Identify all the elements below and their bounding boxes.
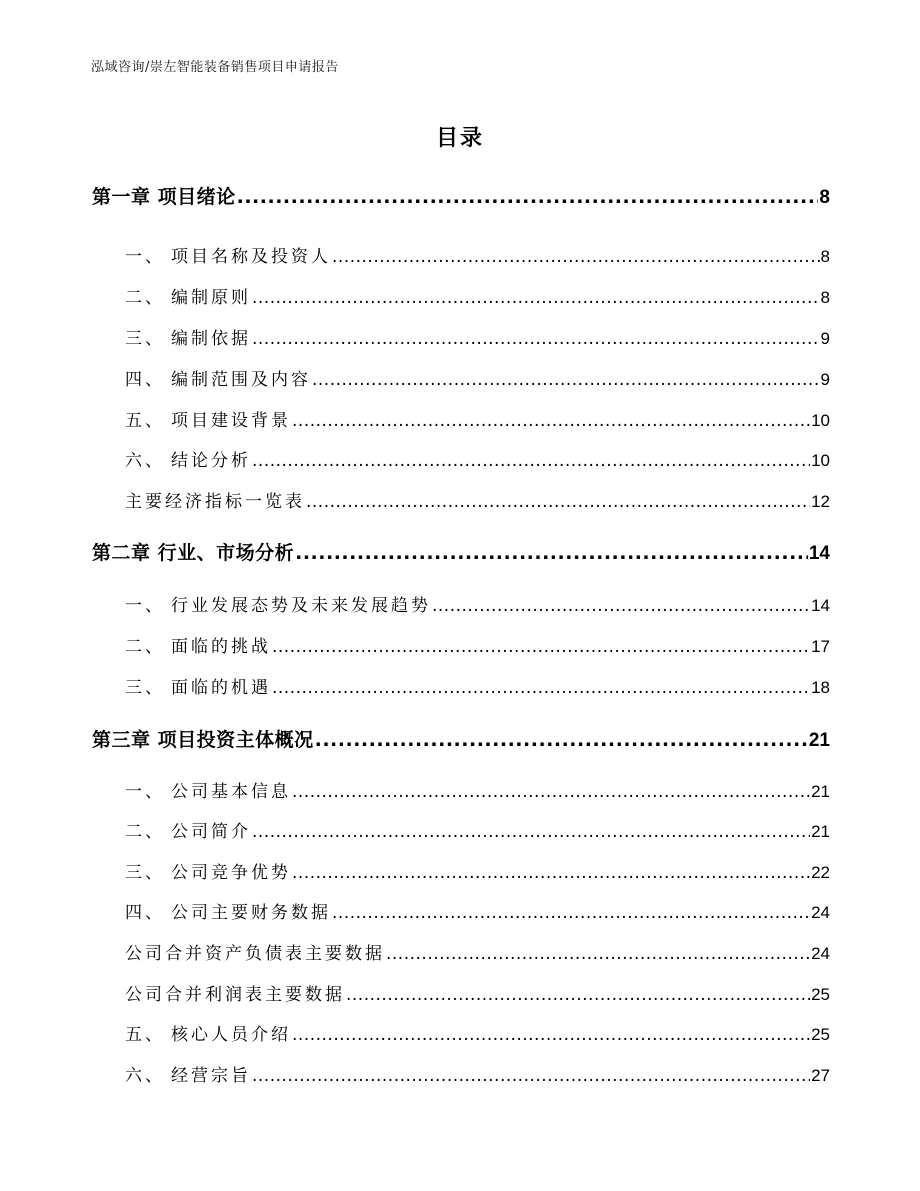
toc-entry-label (125, 982, 345, 1008)
toc-entry-text: 第一章 项目绪论 (92, 186, 236, 208)
toc-page-number: 8 (820, 288, 830, 307)
toc-entry-text: 第三章 项目投资主体概况 (92, 729, 314, 751)
toc-entry-label (125, 675, 271, 701)
toc-page-number: 25 (811, 1025, 830, 1044)
toc-dot-leader (252, 326, 820, 352)
toc-section-entry[interactable] (125, 634, 830, 660)
toc-dot-leader (292, 408, 810, 434)
toc-dot-leader (237, 183, 819, 211)
toc-entry-label (125, 408, 291, 434)
toc-page-number: 12 (811, 492, 830, 511)
toc-section-entry[interactable] (125, 819, 830, 845)
toc-chapter-entry[interactable] (92, 726, 830, 754)
toc-dot-leader (252, 448, 810, 474)
toc-entry-number: 四、 (125, 903, 165, 923)
toc-section-entry[interactable] (125, 367, 830, 393)
toc-entry-text: 公司基本信息 (171, 782, 291, 802)
toc-section-entry[interactable] (125, 1063, 830, 1089)
toc-dot-leader (315, 726, 808, 754)
toc-dot-leader (292, 779, 810, 805)
toc-dot-leader (312, 367, 820, 393)
toc-section-entry[interactable] (125, 900, 830, 926)
toc-dot-leader (272, 634, 810, 660)
toc-chapter-entry[interactable] (92, 539, 830, 567)
toc-page-number: 21 (811, 782, 830, 801)
toc-entry-text: 面临的挑战 (171, 637, 271, 657)
toc-entry-number: 一、 (125, 247, 165, 267)
toc-dot-leader (252, 285, 820, 311)
toc-entry-text: 公司合并资产负债表主要数据 (125, 944, 385, 964)
toc-page-number: 17 (811, 637, 830, 656)
toc-entry-number: 四、 (125, 370, 165, 390)
toc-page-number: 14 (811, 596, 830, 615)
toc-entry-label (125, 489, 305, 515)
toc-entry-label (125, 448, 251, 474)
toc-section-entry[interactable] (125, 326, 830, 352)
toc-entry-text: 经营宗旨 (171, 1066, 251, 1086)
toc-title: 目录 (435, 126, 484, 151)
toc-entry-text: 编制原则 (171, 288, 251, 308)
toc-entry-number: 一、 (125, 782, 165, 802)
toc-entry-text: 面临的机遇 (171, 678, 271, 698)
toc-entry-number: 三、 (125, 863, 165, 883)
toc-entry-text: 公司竞争优势 (171, 863, 291, 883)
toc-dot-leader (432, 593, 810, 619)
toc-entry-number: 五、 (125, 411, 165, 431)
toc-page-number: 10 (811, 411, 830, 430)
toc-page-number: 24 (811, 944, 830, 963)
toc-entry-label (125, 593, 431, 619)
toc-section-entry[interactable] (125, 860, 830, 886)
toc-entry-text: 行业发展态势及未来发展趋势 (171, 596, 431, 616)
toc-entry-text: 第二章 行业、市场分析 (92, 542, 295, 564)
toc-entry-label (92, 183, 236, 211)
toc-entry-label (125, 779, 291, 805)
toc-section-entry[interactable] (125, 1022, 830, 1048)
toc-page-number: 8 (819, 187, 830, 208)
toc-dot-leader (252, 1063, 810, 1089)
toc-dot-leader (332, 244, 820, 270)
toc-entry-number: 一、 (125, 596, 165, 616)
toc-entry-label (92, 726, 314, 754)
toc-page-number: 9 (820, 329, 830, 348)
toc-page-number: 18 (811, 678, 830, 697)
toc-entry-text: 编制范围及内容 (171, 370, 311, 390)
toc-entry-number: 二、 (125, 822, 165, 842)
toc-entry-text: 结论分析 (171, 451, 251, 471)
toc-entry-number: 五、 (125, 1025, 165, 1045)
toc-entry-text: 编制依据 (171, 329, 251, 349)
toc-entry-label (125, 941, 385, 967)
toc-entry-number: 二、 (125, 637, 165, 657)
toc-entry-label (125, 285, 251, 311)
toc-dot-leader (386, 941, 810, 967)
toc-section-entry[interactable] (125, 779, 830, 805)
toc-page-number: 21 (811, 822, 830, 841)
toc-entry-label (125, 1063, 251, 1089)
toc-page-number: 8 (820, 247, 830, 266)
toc-section-entry[interactable] (125, 489, 830, 515)
toc-section-entry[interactable] (125, 244, 830, 270)
toc-section-entry[interactable] (125, 448, 830, 474)
toc-page-number: 27 (811, 1066, 830, 1085)
toc-page-number: 10 (811, 451, 830, 470)
toc-section-entry[interactable] (125, 941, 830, 967)
toc-entry-label (125, 819, 251, 845)
toc-dot-leader (346, 982, 810, 1008)
toc-dot-leader (295, 539, 808, 567)
toc-page-number: 25 (811, 985, 830, 1004)
toc-section-entry[interactable] (125, 593, 830, 619)
toc-dot-leader (252, 819, 810, 845)
toc-dot-leader (306, 489, 810, 515)
toc-entry-label (125, 1022, 291, 1048)
toc-entry-text: 公司合并利润表主要数据 (125, 985, 345, 1005)
toc-entry-text: 公司简介 (171, 822, 251, 842)
toc-page-number: 9 (820, 370, 830, 389)
toc-page-number: 24 (811, 903, 830, 922)
toc-entry-label (125, 634, 271, 660)
toc-dot-leader (332, 900, 810, 926)
toc-entry-text: 主要经济指标一览表 (125, 492, 305, 512)
toc-section-entry[interactable] (125, 285, 830, 311)
toc-page-number: 14 (808, 543, 830, 564)
toc-section-entry[interactable] (125, 408, 830, 434)
toc-dot-leader (292, 1022, 810, 1048)
toc-page-number: 21 (808, 730, 830, 751)
toc-entry-text: 项目名称及投资人 (171, 247, 331, 267)
toc-entry-text: 项目建设背景 (171, 411, 291, 431)
toc-dot-leader (272, 675, 810, 701)
toc-entry-number: 二、 (125, 288, 165, 308)
toc-page-number: 22 (811, 863, 830, 882)
toc-entry-text: 公司主要财务数据 (171, 903, 331, 923)
toc-entry-label (92, 539, 294, 567)
toc-entry-label (125, 367, 311, 393)
toc-entry-label (125, 900, 331, 926)
running-header: 泓域咨询/崇左智能装备销售项目申请报告 (91, 60, 339, 75)
toc-entry-label (125, 860, 291, 886)
toc-entry-number: 三、 (125, 678, 165, 698)
toc-entry-number: 六、 (125, 1066, 165, 1086)
toc-entry-number: 三、 (125, 329, 165, 349)
toc-section-entry[interactable] (125, 675, 830, 701)
toc-section-entry[interactable] (125, 982, 830, 1008)
toc-entry-label (125, 244, 331, 270)
toc-entry-number: 六、 (125, 451, 165, 471)
toc-entry-label (125, 326, 251, 352)
toc-entry-text: 核心人员介绍 (171, 1025, 291, 1045)
toc-chapter-entry[interactable] (92, 183, 830, 211)
toc-dot-leader (292, 860, 810, 886)
